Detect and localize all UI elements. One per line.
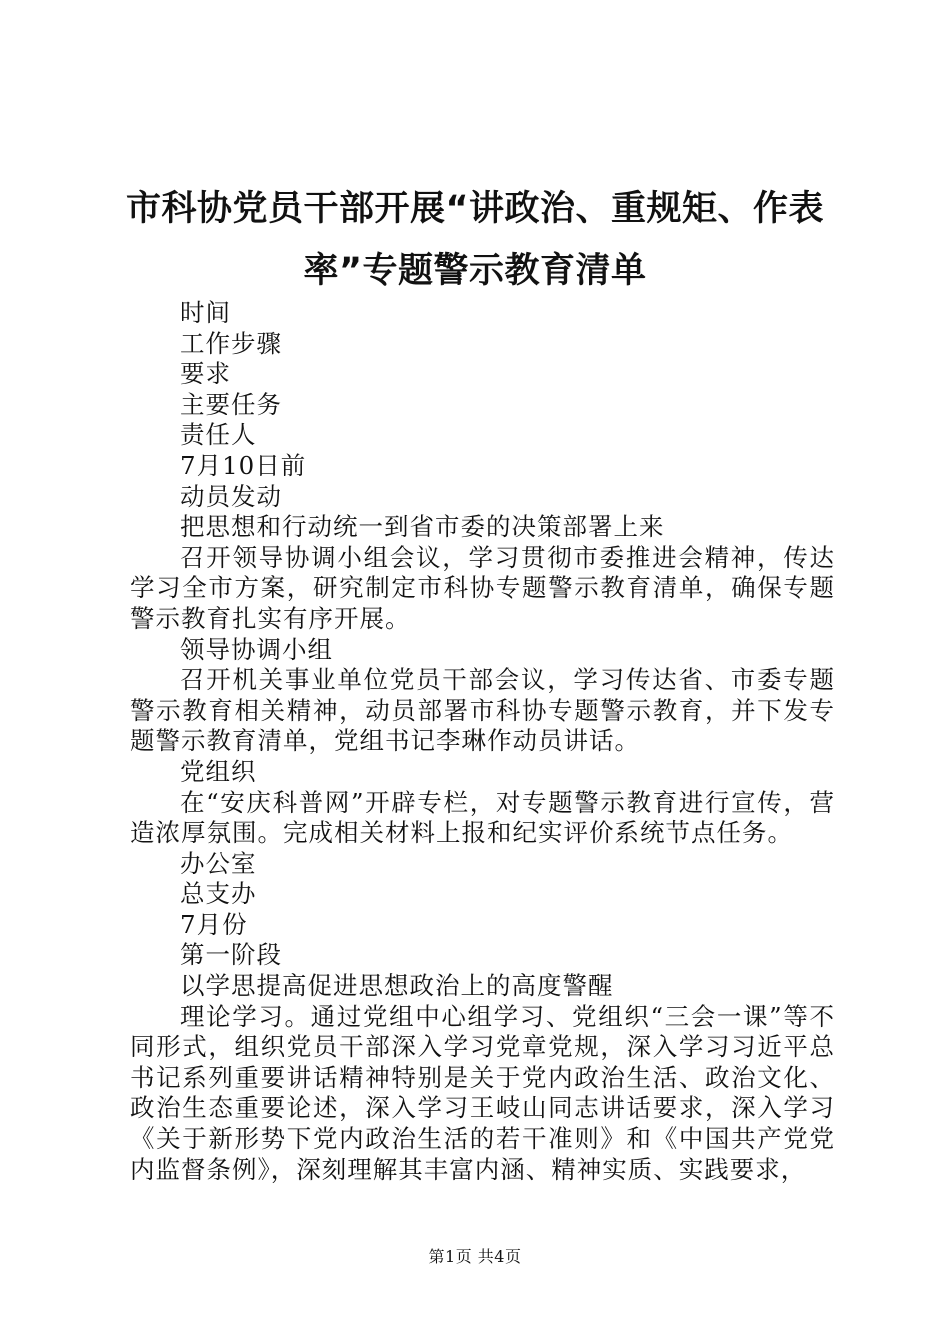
paragraph: 动员发动	[180, 481, 282, 511]
paragraph: 以学思提高促进思想政治上的高度警醒	[180, 971, 614, 1001]
paragraph: 在“安庆科普网”开辟专栏，对专题警示教育进行宣传，营造浓厚氛围。完成相关材料上报和纪实评价系统节点任务。	[130, 787, 835, 848]
paragraph: 主要任务	[180, 389, 282, 419]
paragraph: 党组织	[180, 756, 257, 786]
paragraph: 办公室	[180, 848, 257, 878]
document-body	[130, 298, 835, 1185]
paragraph: 召开机关事业单位党员干部会议，学习传达省、市委专题警示教育相关精神，动员部署市科协专题警示教育，并下发专题警示教育清单，党组书记李琳作动员讲话。	[130, 665, 835, 756]
paragraph: 工作步骤	[180, 328, 282, 358]
document-title: 市科协党员干部开展“讲政治、重规矩、作表率”专题警示教育清单	[125, 189, 824, 291]
paragraph: 理论学习。通过党组中心组学习、党组织“三会一课”等不同形式，组织党员干部深入学习党章党规，深入学习习近平总书记系列重要讲话精神特别是关于党内政治生活、政治文化、政治生态重要论述，深入学习王岐山同志讲话要求，深入学习《关于新形势下党内政治生活的若干准则》和《中国共产党党内监督条例》，深刻理解其丰富内涵、精神实质、实践要求，	[130, 1001, 835, 1184]
paragraph: 要求	[180, 359, 231, 389]
page-number-footer: 第1页 共4页	[428, 1247, 522, 1266]
paragraph: 第一阶段	[180, 940, 282, 970]
paragraph: 7月10日前	[180, 450, 307, 480]
paragraph: 领导协调小组	[180, 634, 333, 664]
paragraph: 召开领导协调小组会议，学习贯彻市委推进会精神，传达学习全市方案，研究制定市科协专题警示教育清单，确保专题警示教育扎实有序开展。	[130, 542, 835, 633]
paragraph: 总支办	[180, 879, 257, 909]
paragraph: 把思想和行动统一到省市委的决策部署上来	[180, 512, 665, 542]
paragraph: 时间	[180, 298, 231, 327]
paragraph: 责任人	[180, 420, 257, 450]
paragraph: 7月份	[180, 909, 248, 939]
